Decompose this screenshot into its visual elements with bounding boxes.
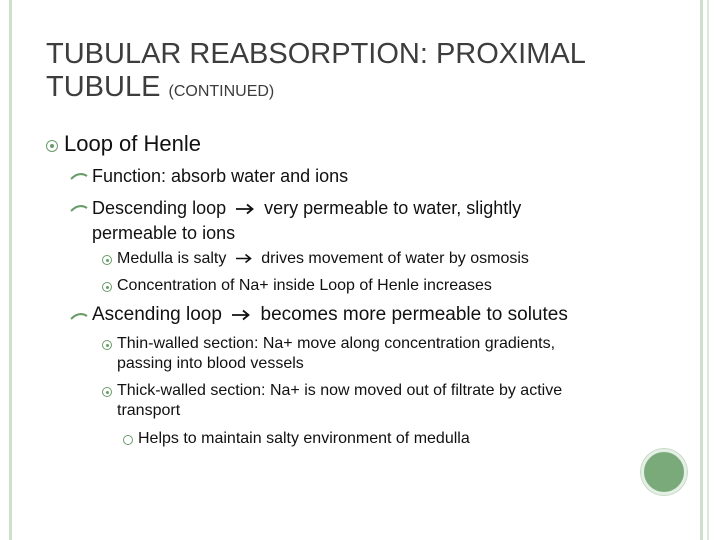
bullet-curve-icon <box>70 171 88 181</box>
ascending-text-a: Ascending loop <box>92 304 222 325</box>
right-frame-line <box>700 0 703 540</box>
slide-title <box>46 38 666 108</box>
medulla-text-b: drives movement of water by osmosis <box>261 250 529 267</box>
bullet-thick-walled-cont: transport <box>117 402 181 419</box>
bullet-circle-icon <box>46 140 58 152</box>
bullet-curve-icon <box>70 203 88 213</box>
decorative-circle <box>641 449 687 495</box>
bullet-ascending-loop <box>92 304 568 326</box>
descending-text-b: very permeable to water, slightly <box>264 198 522 218</box>
bullet-function: Function: absorb water and ions <box>92 166 349 186</box>
bullet-descending-loop-cont: permeable to ions <box>92 223 236 243</box>
bullet-circle-icon <box>102 340 112 350</box>
descending-text-a: Descending loop <box>92 198 227 218</box>
bullet-medulla <box>117 250 529 268</box>
bullet-thin-walled-cont: passing into blood vessels <box>117 355 304 372</box>
arrow-right-icon <box>235 253 253 264</box>
arrow-right-icon <box>235 203 255 215</box>
arrow-right-icon <box>231 309 251 321</box>
bullet-circle-icon <box>102 387 112 397</box>
bullet-open-circle-icon <box>123 435 133 445</box>
bullet-descending-loop <box>92 198 521 219</box>
bullet-circle-icon <box>102 255 112 265</box>
bullet-concentration: Concentration of Na+ inside Loop of Henle increases <box>117 277 492 294</box>
bullet-loop-of-henle: Loop of Henle <box>64 131 201 156</box>
bullet-curve-icon <box>70 311 88 321</box>
medulla-text-a: Medulla is salty <box>117 250 227 267</box>
left-frame-line <box>9 0 12 540</box>
bullet-circle-icon <box>102 282 112 292</box>
bullet-thick-walled: Thick-walled section: Na+ is now moved out of filtrate by active <box>117 382 563 399</box>
right-frame-line-inner <box>707 0 709 540</box>
bullet-thin-walled: Thin-walled section: Na+ move along concentration gradients, <box>117 335 556 352</box>
bullet-helps: Helps to maintain salty environment of medulla <box>138 430 470 447</box>
title-main: TUBULAR REABSORPTION: PROXIMAL TUBULE <box>46 38 585 103</box>
title-sub: (CONTINUED) <box>168 83 275 100</box>
ascending-text-b: becomes more permeable to solutes <box>260 304 568 325</box>
